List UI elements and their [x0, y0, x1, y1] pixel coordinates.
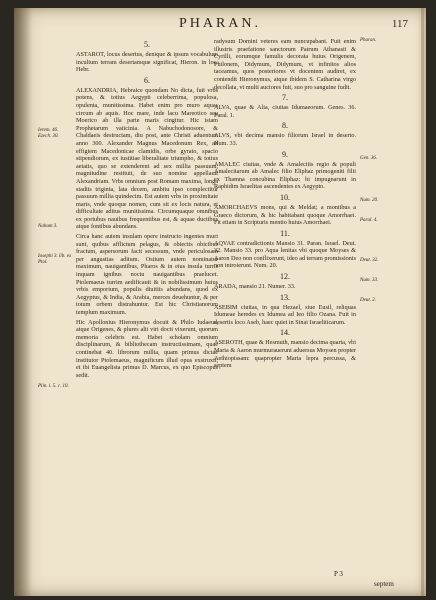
margin-note: Paral. 4.	[360, 218, 378, 223]
margin-note: Pharan.	[360, 38, 377, 43]
right-column	[214, 38, 356, 372]
entry-text: ALVS, vbi decima mansio filiorum Israel in deserto. Num. 33.	[214, 132, 356, 147]
page-gutter-shadow	[14, 8, 32, 596]
book-page	[14, 8, 426, 596]
running-head	[14, 16, 426, 32]
entry-number: 6.	[144, 75, 150, 85]
entry-number: 14.	[280, 328, 290, 338]
margin-note: Ierem. 46. Ezech. 30.	[38, 128, 59, 139]
margin-note: Iosephi 3. lib. ex Ptol.	[38, 254, 72, 265]
page-edge	[421, 8, 424, 596]
entry-text: AMALEC ciuitas, vnde & Amalecitis regio & populi Amalecitarum ab Amalec filio Eliphaz primogeniti filii ex Thamna concubina Eliphaz: hi impugnarunt in Raphidim Israelitas ascendentes ex Aegypto.	[214, 160, 356, 191]
entry-text: ARADA, mansio 21. Numer. 33.	[214, 283, 296, 291]
entry-number: 9.	[282, 149, 288, 159]
entry-number: 10.	[280, 192, 290, 202]
entry-number: 8.	[282, 121, 288, 131]
margin-note: Num. 20.	[360, 198, 379, 203]
entry-text: Hic Apollonius Hieronymus docuit & Philo Iudaeus, atque Origenes, & plures alii viri docti vixerunt, quorum memoria celebris est. Habet scholam omnium disciplinarum, & bibliothecam instructissimam, quae continebat 40. librorum millia, quam primus dictae institutor Ptolemaeus, magnificum illud opus exstruxit, et ibi Euangelista primus D. Marcus, ex quo Episcopus sedit.	[76, 318, 218, 379]
entry-text: Circa hanc autem insulam opere instructo ingentes muri sunt, quibus afflictum pelagus, & obiectis obicibus fractum, aspersorum facit secessum, vnde periculosam per angustias aditum. Ostium autem nominatur maximum, nauigantibus, Pharos & in eius insula turris inquam ignibus noctu nauigantibus praelucet. Ptolemaeus turrim aedificauit & in nobilissimum huius vrbis emporium, populis diuitiis abundans, quod ex Aegyptus, & India, & Arabia, merces deuehuntur, & per totum orbem distrahuntur. Est hic Christianorum templum maximum.	[76, 233, 218, 316]
page-number: 117	[391, 18, 408, 30]
entry-number: 7.	[282, 93, 288, 103]
entry-text: ALEXANDRIA, Hebraice quondam No dicta, fuit vrbs potens, & totius Aegypti celeberrima, populosa, opulenta, munitissima. Habet enim pro muro aquas circum ab aquis. Hoc mare, inde lacu Mareotico seu Moerico ab illa parte maris cingitur. Hic istam Prophetarum vaticinia. A Nabuchodonosore, & Chaldaeis destructam, diu post, ante Christi aduentum anno 300. Alexander Magnus Macedonum Rex, ad effigiem Macedonicae clamidis, orbe gyrato, spacio stipendiorum, ex iustitiae liberalitate triumpho, & totius aetatis, quo se extenderent ad sex millia passuum, magnitudine restituit, de suo nomine appellauit Alexandriam. Vrbs omnium post Romam maxima, longa stadiis triginta, lata decem, ambitu ipso complectitur passuum millia quindecim. Est autem vrbs in proximitate maris, vnde quoque nomen, cum sit ex locis natura, et difficultate aditus munitissima. Circumquaque omnibus ex portubus nauibus frequentibus est, & aquae ductibus atque fontibus abundans.	[76, 86, 218, 231]
margin-note: Gen. 36.	[360, 156, 378, 161]
entry-text: AQVAE contradictionis Mansio 31. Paran. Israel. Deut. 32. Mansio 33. pro Aqua lenitas vbi quoque Moyses & Aaron Deo non conflixerunt, ideo ad terram promissionis non introierunt. Num. 20.	[214, 239, 356, 270]
entry-text: AMORCHAEVS mons, qui & Meldat; a montibus a Graeco dictorum, & hic habitabant quoque Amorrhaei. Fit etiam in Scripturis mentio huius Amorrhaei.	[214, 203, 356, 227]
running-title: PHARAN.	[178, 16, 262, 31]
entry-text: radysum Domini veteres eam nuncupabant. Fuit enim illustris praefatione sanctorum Patrum Athanasii & Cyrilli, eorumque famulis decorata huius Origenem, Philonem, Didymum, Didymum, vt infinitos alios taceamus, quos posteriores vt docentem audiret, ex contendit Hieronymus, atque ibidem S. Catharina virgo decollata, vt multi auctores fuit, suo pro sanguine fudit.	[214, 38, 356, 91]
entry-number: 5.	[144, 40, 150, 49]
margin-note: Plin. l. 5. c. 10.	[38, 384, 69, 389]
entry-number: 13.	[280, 292, 290, 302]
margin-note: Deut. 2.	[360, 298, 376, 303]
entry-text: ASEBIM ciuitas, in qua Hezael, siue Eusil, reliquas Idumeae heredes ex Idumea ad Ieo filio Ozana. Fuit in desertis loco Aseb, haec quiet in Sinai Israeliticarum.	[214, 303, 356, 326]
entry-number: 12.	[280, 272, 290, 282]
entry-text: ASEROTH, quae & Hesmuth, mansio decima quarta, vbi Maria & Aaron murmurauerunt aduersus Moysen propter Aethiopissam: quapropter Maria lepra percussa, & septem	[214, 339, 356, 370]
left-column	[76, 38, 218, 381]
entry-text: ALVA, quae & Alia, ciuitas Idumaeorum. Genes. 36. Paral. 1.	[214, 104, 356, 119]
signature-mark: P 3	[334, 570, 343, 578]
margin-note: Nahum 3.	[38, 224, 58, 229]
catchword: septem	[374, 580, 394, 588]
margin-note: Num. 33.	[360, 278, 379, 283]
entry-number: 11.	[280, 228, 290, 238]
margin-note: Deut. 32.	[360, 258, 379, 263]
entry-text: ASTAROT, locus desertus, denique & ipsum vocabulum incultum terram desertamque significat, Hieron. in loc. Hebr.	[76, 51, 218, 74]
